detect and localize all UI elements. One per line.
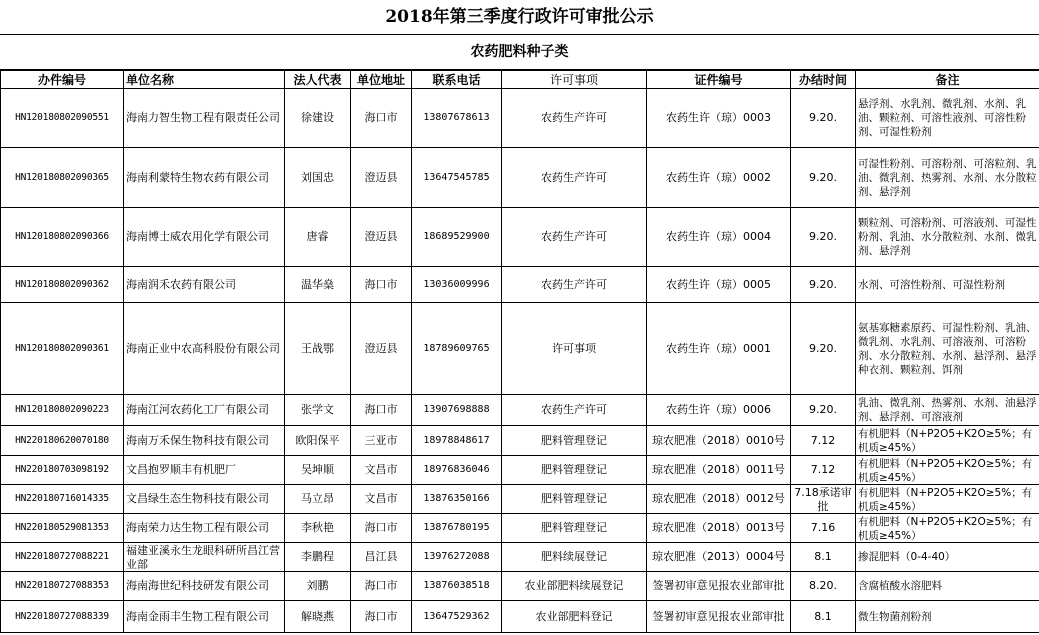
- row-phone: 13647545785: [412, 148, 502, 208]
- row-id: HN220180716014335: [1, 485, 124, 514]
- row-permit-item: 肥料管理登记: [502, 426, 647, 456]
- table-row: [1, 456, 1039, 485]
- row-address: 澄迈县: [351, 148, 412, 208]
- row-remarks: 颗粒剂、可溶粉剂、可溶液剂、可湿性粉剂、乳油、水分散粒剂、水剂、微乳剂、悬浮剂: [856, 208, 1039, 267]
- row-permit-item: 肥料管理登记: [502, 485, 647, 514]
- header-unit: 单位名称: [124, 71, 285, 89]
- row-id: HN120180802090365: [1, 148, 124, 208]
- row-cert-number: 琼农肥准（2018）0011号: [647, 456, 791, 485]
- row-completion-date: 9.20.: [791, 395, 856, 426]
- row-permit-item: 肥料管理登记: [502, 456, 647, 485]
- row-unit-name: 海南博士威农用化学有限公司: [124, 208, 285, 267]
- row-phone: 18689529900: [412, 208, 502, 267]
- table-row: [1, 543, 1039, 572]
- row-unit-name: 文昌抱罗顺丰有机肥厂: [124, 456, 285, 485]
- row-cert-number: 签署初审意见报农业部审批: [647, 601, 791, 633]
- row-unit-name: 福建亚溪永生龙眼科研所昌江营业部: [124, 543, 285, 572]
- row-completion-date: 7.12: [791, 426, 856, 456]
- row-phone: 13876350166: [412, 485, 502, 514]
- row-completion-date: 8.20.: [791, 572, 856, 601]
- row-completion-date: 9.20.: [791, 208, 856, 267]
- row-cert-number: 农药生许（琼）0003: [647, 89, 791, 148]
- row-permit-item: 农业部肥料续展登记: [502, 572, 647, 601]
- section-subtitle: 农药肥料种子类: [0, 35, 1039, 70]
- header-date: 办结时间: [791, 71, 856, 89]
- row-legal-rep: 张学文: [285, 395, 351, 426]
- row-completion-date: 9.20.: [791, 267, 856, 303]
- row-unit-name: 海南利蒙特生物农药有限公司: [124, 148, 285, 208]
- row-address: 澄迈县: [351, 303, 412, 395]
- row-phone: 13647529362: [412, 601, 502, 633]
- row-phone: 13876780195: [412, 514, 502, 543]
- row-address: 海口市: [351, 514, 412, 543]
- row-legal-rep: 李秋艳: [285, 514, 351, 543]
- row-address: 海口市: [351, 601, 412, 633]
- row-phone: 13807678613: [412, 89, 502, 148]
- row-id: HN120180802090361: [1, 303, 124, 395]
- row-legal-rep: 温华燊: [285, 267, 351, 303]
- row-remarks: 有机肥料（N+P2O5+K2O≥5%；有机质≥45%）: [856, 456, 1039, 485]
- row-cert-number: 农药生许（琼）0004: [647, 208, 791, 267]
- row-address: 文昌市: [351, 456, 412, 485]
- row-phone: 13907698888: [412, 395, 502, 426]
- row-address: 文昌市: [351, 485, 412, 514]
- row-cert-number: 琼农肥准（2013）0004号: [647, 543, 791, 572]
- row-unit-name: 海南金雨丰生物工程有限公司: [124, 601, 285, 633]
- row-phone: 18789609765: [412, 303, 502, 395]
- table-row: [1, 267, 1039, 303]
- row-legal-rep: 解晓燕: [285, 601, 351, 633]
- row-phone: 18976836046: [412, 456, 502, 485]
- row-id: HN120180802090362: [1, 267, 124, 303]
- row-permit-item: 农药生产许可: [502, 395, 647, 426]
- row-id: HN120180802090223: [1, 395, 124, 426]
- header-note: 备注: [856, 71, 1039, 89]
- header-item: 许可事项: [502, 71, 647, 89]
- row-id: HN220180727088221: [1, 543, 124, 572]
- row-address: 三亚市: [351, 426, 412, 456]
- header-id: 办件编号: [1, 71, 124, 89]
- row-remarks: 有机肥料（N+P2O5+K2O≥5%；有机质≥45%）: [856, 485, 1039, 514]
- row-legal-rep: 徐建设: [285, 89, 351, 148]
- row-legal-rep: 吴坤顺: [285, 456, 351, 485]
- row-cert-number: 琼农肥准（2018）0012号: [647, 485, 791, 514]
- row-address: 海口市: [351, 572, 412, 601]
- header-row: [1, 71, 1039, 89]
- table-row: [1, 89, 1039, 148]
- header-rep: 法人代表: [285, 71, 351, 89]
- table-row: [1, 148, 1039, 208]
- row-cert-number: 签署初审意见报农业部审批: [647, 572, 791, 601]
- approval-table: [0, 70, 1039, 633]
- row-address: 海口市: [351, 395, 412, 426]
- row-unit-name: 海南正业中农高科股份有限公司: [124, 303, 285, 395]
- row-completion-date: 8.1: [791, 601, 856, 633]
- row-phone: 13036009996: [412, 267, 502, 303]
- header-addr: 单位地址: [351, 71, 412, 89]
- document-title: 2018年第三季度行政许可审批公示: [0, 0, 1039, 35]
- row-phone: 18978848617: [412, 426, 502, 456]
- row-remarks: 含腐植酸水溶肥料: [856, 572, 1039, 601]
- row-permit-item: 肥料管理登记: [502, 514, 647, 543]
- row-cert-number: 琼农肥准（2018）0010号: [647, 426, 791, 456]
- row-remarks: 掺混肥料（0-4-40）: [856, 543, 1039, 572]
- row-cert-number: 琼农肥准（2018）0013号: [647, 514, 791, 543]
- row-remarks: 可湿性粉剂、可溶粉剂、可溶粒剂、乳油、微乳剂、热雾剂、水剂、水分散粒剂、悬浮剂: [856, 148, 1039, 208]
- row-cert-number: 农药生许（琼）0005: [647, 267, 791, 303]
- row-unit-name: 海南润禾农药有限公司: [124, 267, 285, 303]
- row-id: HN220180620070180: [1, 426, 124, 456]
- row-id: HN220180727088353: [1, 572, 124, 601]
- row-permit-item: 农药生产许可: [502, 208, 647, 267]
- row-remarks: 乳油、微乳剂、热雾剂、水剂、油悬浮剂、悬浮剂、可溶液剂: [856, 395, 1039, 426]
- row-unit-name: 文昌绿生态生物科技有限公司: [124, 485, 285, 514]
- row-phone: 13876038518: [412, 572, 502, 601]
- row-unit-name: 海南江河农药化工厂有限公司: [124, 395, 285, 426]
- row-remarks: 有机肥料（N+P2O5+K2O≥5%；有机质≥45%）: [856, 514, 1039, 543]
- row-completion-date: 7.12: [791, 456, 856, 485]
- row-permit-item: 农药生产许可: [502, 89, 647, 148]
- table-row: [1, 303, 1039, 395]
- table-row: [1, 601, 1039, 633]
- row-phone: 13976272088: [412, 543, 502, 572]
- row-legal-rep: 刘鹏: [285, 572, 351, 601]
- row-remarks: 水剂、可溶性粉剂、可湿性粉剂: [856, 267, 1039, 303]
- row-address: 澄迈县: [351, 208, 412, 267]
- row-remarks: 氨基寡糖素原药、可湿性粉剂、乳油、微乳剂、水乳剂、可溶液剂、可溶粉剂、水分散粒剂、水剂、悬浮剂、悬浮种衣剂、颗粒剂、饵剂: [856, 303, 1039, 395]
- table-row: [1, 208, 1039, 267]
- row-legal-rep: 王战鄂: [285, 303, 351, 395]
- row-completion-date: 9.20.: [791, 89, 856, 148]
- row-completion-date: 7.16: [791, 514, 856, 543]
- row-permit-item: 肥料续展登记: [502, 543, 647, 572]
- row-legal-rep: 唐睿: [285, 208, 351, 267]
- row-permit-item: 许可事项: [502, 303, 647, 395]
- header-cert: 证件编号: [647, 71, 791, 89]
- row-unit-name: 海南万禾保生物科技有限公司: [124, 426, 285, 456]
- row-cert-number: 农药生许（琼）0001: [647, 303, 791, 395]
- row-address: 昌江县: [351, 543, 412, 572]
- table-row: [1, 426, 1039, 456]
- row-permit-item: 农药生产许可: [502, 267, 647, 303]
- row-id: HN120180802090551: [1, 89, 124, 148]
- row-legal-rep: 刘国忠: [285, 148, 351, 208]
- row-unit-name: 海南荣力达生物工程有限公司: [124, 514, 285, 543]
- row-id: HN220180727088339: [1, 601, 124, 633]
- row-completion-date: 8.1: [791, 543, 856, 572]
- row-id: HN120180802090366: [1, 208, 124, 267]
- table-row: [1, 395, 1039, 426]
- row-address: 海口市: [351, 89, 412, 148]
- row-remarks: 微生物菌剂粉剂: [856, 601, 1039, 633]
- row-cert-number: 农药生许（琼）0002: [647, 148, 791, 208]
- table-body: [1, 89, 1039, 633]
- row-remarks: 有机肥料（N+P2O5+K2O≥5%；有机质≥45%）: [856, 426, 1039, 456]
- row-completion-date: 9.20.: [791, 148, 856, 208]
- row-permit-item: 农业部肥料登记: [502, 601, 647, 633]
- table-row: [1, 572, 1039, 601]
- header-phone: 联系电话: [412, 71, 502, 89]
- row-legal-rep: 马立昂: [285, 485, 351, 514]
- row-legal-rep: 李鹏程: [285, 543, 351, 572]
- row-unit-name: 海南海世纪科技研发有限公司: [124, 572, 285, 601]
- row-unit-name: 海南力智生物工程有限责任公司: [124, 89, 285, 148]
- table-row: [1, 514, 1039, 543]
- row-id: HN220180703098192: [1, 456, 124, 485]
- row-cert-number: 农药生许（琼）0006: [647, 395, 791, 426]
- row-completion-date: 7.18承诺审批: [791, 485, 856, 514]
- table-row: [1, 485, 1039, 514]
- row-remarks: 悬浮剂、水乳剂、微乳剂、水剂、乳油、颗粒剂、可溶性液剂、可溶性粉剂、可湿性粉剂: [856, 89, 1039, 148]
- row-id: HN220180529081353: [1, 514, 124, 543]
- row-legal-rep: 欧阳保平: [285, 426, 351, 456]
- row-permit-item: 农药生产许可: [502, 148, 647, 208]
- row-address: 海口市: [351, 267, 412, 303]
- row-completion-date: 9.20.: [791, 303, 856, 395]
